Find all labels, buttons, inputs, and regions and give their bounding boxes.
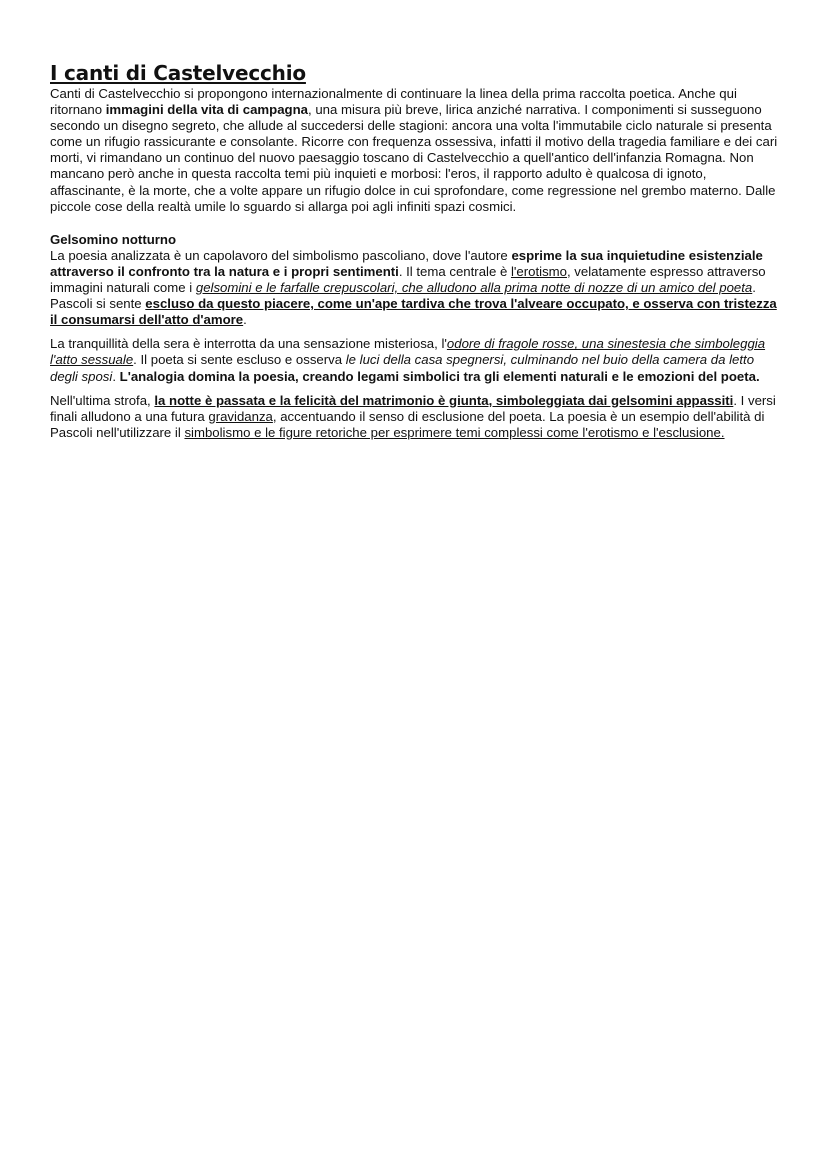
intro-text-1: Canti di Castelvecchio si propongono internazionalmente di continuare la linea della prima raccolta poetica. Anche qui ritornano [50, 86, 737, 118]
section-paragraph-2 [50, 336, 778, 384]
para2-text-3: . [112, 368, 120, 384]
para1-text-2: . Il tema centrale è [398, 263, 511, 279]
para1-bold-underlined-1: escluso da questo piacere, come un'ape tardiva che trova l'alveare occupato, e osserva con tristezza il consumarsi dell'atto d'amore [50, 296, 777, 328]
para1-text-5: . [243, 312, 247, 328]
para2-italic-1: le luci della casa spegnersi, culminando nel buio della camera da letto degli sposi [50, 352, 755, 384]
para2-italic-underlined-1: odore di fragole rosse, una sinestesia che simboleggia l'atto sessuale [50, 336, 766, 368]
intro-text-2: , una misura più breve, lirica anziché narrativa. I componimenti si susseguono secondo un disegno segreto, che allude al succedersi delle stagioni: ancora una volta l'immutabile ciclo naturale si presenta come un rifugio rassicurante e consolante. Ricorre con frequenza ossessiva, infatti il motivo della tragedia familiare e dei cari morti, vi rimandano un continuo del nuovo paesaggio toscano di Castelvecchio a quell'antico dell'infanzia Romagna. Non mancano però anche in questa raccolta temi più inquieti e morbosi: l'eros, il rapporto adulto è qualcosa di ignoto, affascinante, è la morte, che a volte appare un rifugio dolce in cui sprofondare, come regressione nel grembo materno. Dalle piccole cose della realtà umile lo sguardo si allarga poi agli infiniti spazi cosmici. [50, 102, 778, 214]
intro-paragraph [50, 86, 778, 215]
document-page [50, 60, 778, 441]
section-paragraph-3 [50, 393, 778, 441]
para1-bold-1: esprime la sua inquietudine esistenziale attraverso il confronto tra la natura e i propri sentimenti [50, 247, 763, 279]
document-title: I canti di Castelvecchio [50, 61, 306, 85]
para1-italic-underlined-1: gelsomini e le farfalle crepuscolari, che alludono alla prima notte di nozze di un amico del poeta [195, 280, 753, 296]
para2-text-2: . Il poeta si sente escluso e osserva [133, 352, 346, 368]
para3-text-3: , accentuando il senso di esclusione del poeta. La poesia è un esempio dell'abilità di Pascoli nell'utilizzare il [50, 408, 765, 440]
para3-underlined-2: simbolismo e le figure retoriche per esprimere temi complessi come l'erotismo e l'esclusione. [184, 424, 725, 440]
section-paragraph-1 [50, 248, 778, 328]
para2-text-1: La tranquillità della sera è interrotta da una sensazione misteriosa, l' [50, 336, 447, 352]
para3-text-1: Nell'ultima strofa, [50, 392, 155, 408]
intro-bold-phrase: immagini della vita di campagna [105, 102, 308, 118]
para3-bold-underlined-1: la notte è passata e la felicità del matrimonio è giunta, simboleggiata dai gelsomini appassiti [154, 392, 734, 408]
para1-text-1: La poesia analizzata è un capolavoro del simbolismo pascoliano, dove l'autore [50, 247, 512, 263]
para1-underlined-1: l'erotismo [510, 263, 567, 279]
para1-text-3: , velatamente espresso attraverso immagini naturali come i [50, 263, 766, 296]
section-heading: Gelsomino notturno [50, 231, 177, 247]
para2-bold-1: L'analogia domina la poesia, creando legami simbolici tra gli elementi naturali e le emozioni del poeta. [119, 368, 760, 384]
para3-text-2: . I versi finali alludono a una futura [50, 392, 776, 424]
para3-underlined-1: gravidanza [208, 408, 273, 424]
para1-text-4: . Pascoli si sente [50, 280, 756, 312]
